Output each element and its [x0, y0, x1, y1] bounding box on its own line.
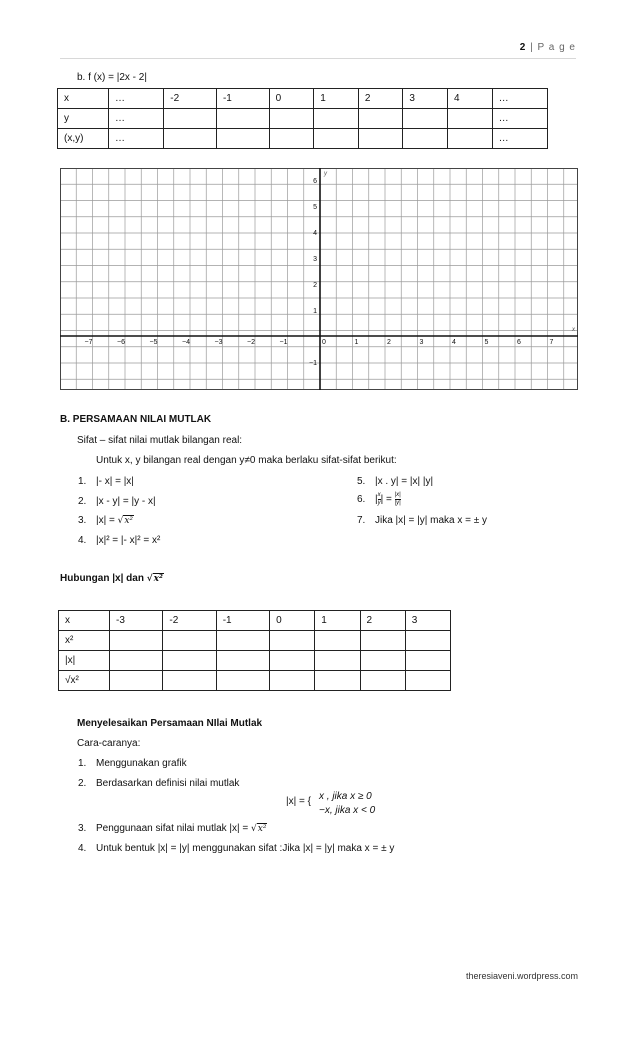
y-tick-label: 6 — [313, 178, 317, 185]
table-cell: 4 — [448, 89, 493, 109]
fraction-abs-x-over-abs-y: $\frac{|x|}{|y|}$ — [394, 492, 401, 506]
y-tick-label: −1 — [309, 360, 317, 367]
x-tick-label: −6 — [117, 339, 125, 346]
table-cell: … — [109, 109, 164, 129]
property-6: 6. | $\frac{x}{y}$ | = $\frac{|x|}{|y|}$ — [357, 492, 401, 506]
step-2: 2. Berdasarkan definisi nilai mutlak — [78, 778, 240, 789]
property-3: 3. |x| = √x² — [78, 515, 134, 526]
x-tick-label: −5 — [149, 339, 158, 346]
section-intro: Sifat – sifat nilai mutlak bilangan real: — [77, 435, 243, 446]
table-cell — [403, 109, 448, 129]
table-cell: 0 — [270, 611, 315, 631]
page-number: 2 — [519, 42, 527, 53]
table-row — [59, 651, 451, 671]
table-cell: |x| — [59, 651, 110, 671]
x-tick-label: −4 — [182, 339, 190, 346]
piecewise-case-2: −x, jika x < 0 — [319, 805, 376, 816]
table-cell: 1 — [315, 611, 360, 631]
table-cell — [270, 671, 315, 691]
table-cell — [405, 631, 450, 651]
absolute-value-table — [58, 610, 451, 691]
y-tick-label: 4 — [313, 230, 317, 237]
cartesian-grid — [60, 168, 578, 390]
table-cell: -2 — [164, 89, 217, 109]
table-cell: … — [109, 89, 164, 109]
section-lead: Untuk x, y bilangan real dengan y≠0 maka berlaku sifat-sifat berikut: — [96, 455, 397, 466]
y-tick-label: 2 — [313, 282, 317, 289]
property-7: 7. Jika |x| = |y| maka x = ± y — [357, 515, 488, 526]
table-cell: -1 — [216, 611, 269, 631]
step-1: 1. Menggunakan grafik — [78, 758, 187, 769]
function-label: b. f (x) = |2x - 2| — [77, 72, 147, 83]
table-cell — [405, 651, 450, 671]
x-tick-label: −3 — [214, 339, 223, 346]
table-cell — [314, 129, 359, 149]
table-cell: x² — [59, 631, 110, 651]
table-cell — [110, 651, 163, 671]
table-cell — [270, 651, 315, 671]
table-cell: … — [492, 109, 547, 129]
table-cell: -2 — [163, 611, 216, 631]
solving-subtitle: Cara-caranya: — [77, 738, 141, 749]
x-tick-label: 0 — [322, 339, 326, 346]
table-cell: 2 — [360, 611, 405, 631]
table-cell — [163, 671, 216, 691]
y-tick-label: 3 — [313, 256, 317, 263]
table-cell: … — [109, 129, 164, 149]
footer-url: theresiaveni.wordpress.com — [465, 971, 578, 981]
grid-border — [61, 169, 578, 390]
table-cell — [405, 671, 450, 691]
table-cell: … — [492, 129, 547, 149]
table-cell — [448, 109, 493, 129]
table-cell — [315, 671, 360, 691]
table-cell — [448, 129, 493, 149]
fraction-x-over-y: $\frac{x}{y}$ — [377, 492, 381, 506]
table-cell — [360, 651, 405, 671]
x-tick-label: −2 — [247, 339, 255, 346]
table-cell — [403, 129, 448, 149]
table-cell: -1 — [216, 89, 269, 109]
table-cell — [110, 631, 163, 651]
table-row — [58, 89, 548, 109]
table-cell — [216, 631, 269, 651]
table-cell — [216, 651, 269, 671]
table-cell: 2 — [358, 89, 403, 109]
y-tick-label: 1 — [313, 308, 317, 315]
x-tick-label: −1 — [279, 339, 288, 346]
table-cell — [360, 631, 405, 651]
table-cell — [315, 631, 360, 651]
y-tick-label: 5 — [313, 204, 317, 211]
table-cell — [360, 671, 405, 691]
table-cell — [164, 129, 217, 149]
step-3: 3. Penggunaan sifat nilai mutlak |x| = √x² — [78, 823, 267, 834]
property-5: 5. |x . y| = |x| |y| — [357, 476, 434, 487]
table-row — [59, 671, 451, 691]
property-4: 4. |x|² = |- x|² = x² — [78, 535, 161, 546]
table-row — [58, 109, 548, 129]
hubungan-title: Hubungan |x| dan √x² — [60, 573, 163, 584]
step-4: 4. Untuk bentuk |x| = |y| menggunakan sifat :Jika |x| = |y| maka x = ± y — [78, 843, 395, 854]
table-cell: x — [58, 89, 109, 109]
table-cell — [216, 671, 269, 691]
x-tick-label: −7 — [84, 339, 93, 346]
table-cell: 1 — [314, 89, 359, 109]
table-cell — [314, 109, 359, 129]
table-cell — [163, 651, 216, 671]
table-cell: -3 — [110, 611, 163, 631]
x-tick-label: 7 — [549, 339, 554, 346]
table-row — [59, 611, 451, 631]
table-cell — [164, 109, 217, 129]
y-axis-label: y — [324, 171, 327, 177]
table-cell: y — [58, 109, 109, 129]
table-cell: (x,y) — [58, 129, 109, 149]
table-cell — [270, 631, 315, 651]
table-row — [59, 631, 451, 651]
x-tick-label: 5 — [484, 339, 489, 346]
piecewise-case-1: x , jika x ≥ 0 — [319, 791, 372, 802]
property-1: 1. |- x| = |x| — [78, 476, 134, 487]
table-cell — [216, 109, 269, 129]
property-2: 2. |x - y| = |y - x| — [78, 496, 156, 507]
table-cell: 3 — [405, 611, 450, 631]
table-cell — [110, 671, 163, 691]
x-axis-label: x — [572, 327, 575, 333]
section-title: B. PERSAMAAN NILAI MUTLAK — [60, 414, 212, 425]
table-row — [58, 129, 548, 149]
table-cell — [269, 109, 314, 129]
sqrt-expression: x² — [124, 516, 134, 526]
table-cell: … — [492, 89, 547, 109]
x-tick-label: 4 — [452, 339, 456, 346]
solving-title: Menyelesaikan Persamaan NIlai Mutlak — [77, 718, 263, 729]
x-tick-label: 2 — [387, 339, 391, 346]
table-cell — [163, 631, 216, 651]
page-label: | P a g e — [530, 42, 576, 53]
piecewise-lhs: |x| = { — [286, 796, 311, 807]
table-cell — [269, 129, 314, 149]
x-tick-label: 6 — [517, 339, 521, 346]
table-cell: 0 — [269, 89, 314, 109]
table-cell — [216, 129, 269, 149]
table-cell: x — [59, 611, 110, 631]
table-cell: 3 — [403, 89, 448, 109]
xy-table — [57, 88, 548, 149]
table-cell: √x² — [59, 671, 110, 691]
table-cell — [358, 129, 403, 149]
table-cell — [315, 651, 360, 671]
header-divider — [60, 58, 576, 59]
page-header — [520, 42, 576, 53]
x-tick-label: 3 — [419, 339, 424, 346]
x-tick-label: 1 — [354, 339, 359, 346]
table-cell — [358, 109, 403, 129]
